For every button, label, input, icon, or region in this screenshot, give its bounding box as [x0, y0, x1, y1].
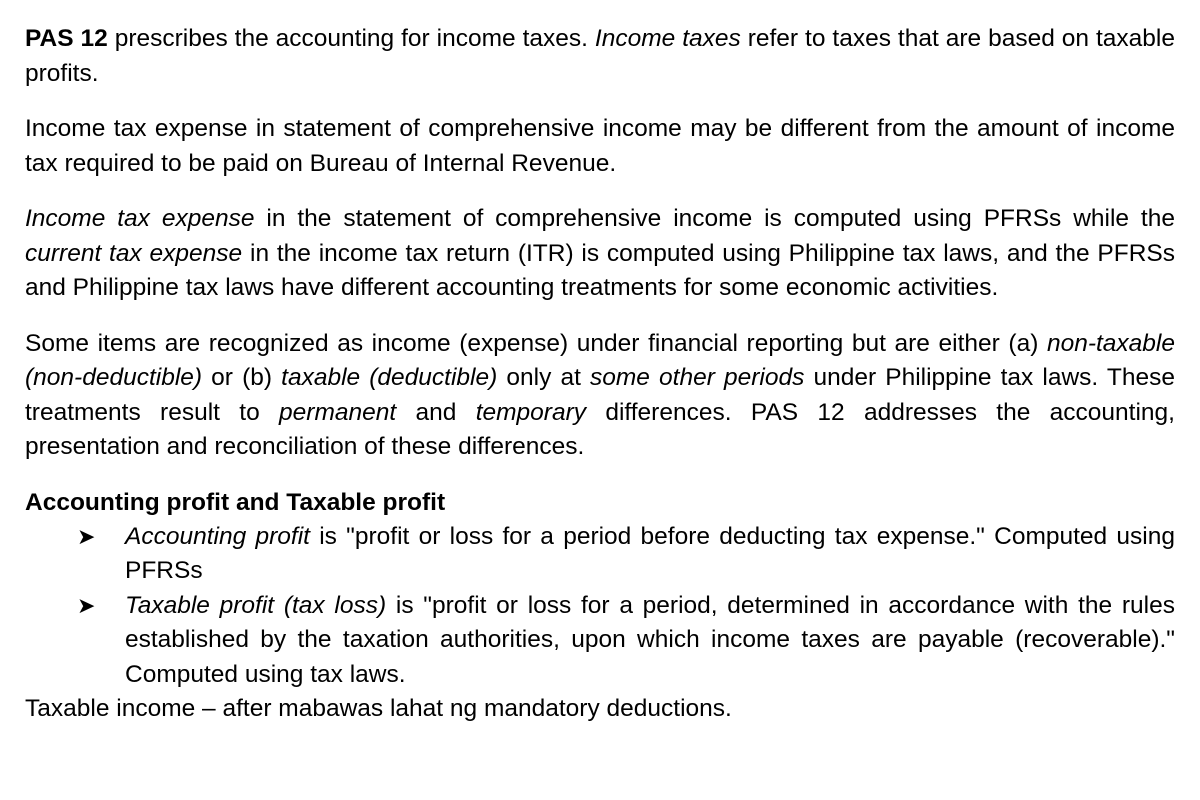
section-heading: Accounting profit and Taxable profit — [25, 488, 446, 516]
diff-text-a: Some items are recognized as income (expense) under financial reporting but are either (a) — [25, 329, 1047, 357]
taxable-profit-term: Taxable profit (tax loss) — [125, 591, 387, 619]
diff-text-b: or (b) — [202, 364, 282, 391]
difference-text: Income tax expense in statement of comprehensive income may be different from the amount of income tax required to be paid on Bureau of Internal Revenue. — [25, 115, 1175, 177]
income-taxes-term: Income taxes — [594, 25, 741, 52]
pfrs-text-b: in the income tax return (ITR) is computed using Philippine tax laws, and the PFRSs and Philippine tax laws have different accounting treatments for some economic activities. — [25, 239, 1175, 301]
temporary-term: temporary — [475, 398, 586, 426]
accounting-profit-definition: is "profit or loss for a period before deducting tax expense." Computed using PFRSs — [125, 522, 1175, 584]
diff-text-f: differences. PAS 12 addresses the accounting, presentation and reconciliation of these differences. — [25, 398, 1175, 460]
pas12-label: PAS 12 — [25, 25, 108, 52]
paragraph-tax-expense-difference — [25, 112, 1175, 181]
definition-list — [25, 520, 1175, 693]
list-item-taxable-profit — [77, 589, 1175, 693]
other-periods-term: some other periods — [590, 364, 805, 391]
taxable-income-note: Taxable income – after mabawas lahat ng mandatory deductions. — [25, 695, 732, 722]
paragraph-differences — [25, 327, 1175, 465]
taxable-profit-definition: is "profit or loss for a period, determined in accordance with the rules established by the taxation authorities, upon which income taxes are payable (recoverable)." Computed using tax laws. — [125, 591, 1175, 688]
list-item-accounting-profit — [77, 520, 1175, 589]
diff-text-c: only at — [497, 364, 591, 391]
intro-text-a: prescribes the accounting for income taxes. — [107, 25, 595, 52]
diff-text-e: and — [396, 398, 476, 426]
accounting-profit-term: Accounting profit — [125, 522, 310, 550]
permanent-term: permanent — [279, 398, 397, 426]
paragraph-pfrs-vs-tax-laws — [25, 202, 1175, 306]
non-taxable-term: non-taxable (non-deductible) — [25, 329, 1175, 391]
paragraph-pas12-intro — [25, 22, 1175, 91]
intro-text-b: refer to taxes that are based on taxable profits. — [25, 25, 1175, 87]
income-tax-expense-term: Income tax expense — [25, 205, 255, 232]
arrow-bullet-icon: ➤ — [77, 523, 96, 549]
diff-text-d: under Philippine tax laws. These treatments result to — [25, 364, 1175, 426]
current-tax-expense-term: current tax expense — [25, 239, 243, 267]
pfrs-text-a: in the statement of comprehensive income is computed using PFRSs while the — [254, 205, 1175, 232]
arrow-bullet-icon: ➤ — [77, 592, 96, 618]
taxable-term: taxable (deductible) — [281, 364, 498, 391]
